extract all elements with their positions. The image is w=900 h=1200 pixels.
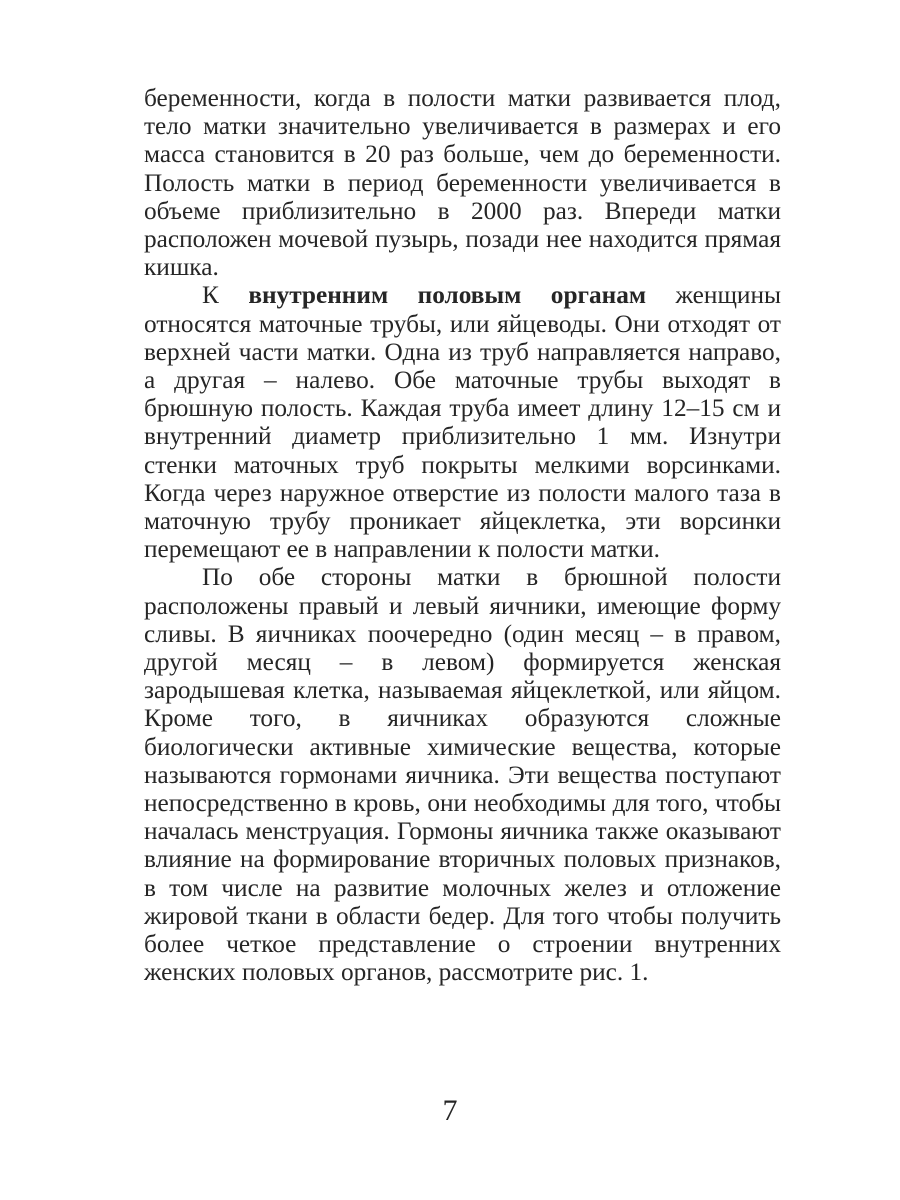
page-number: 7 (442, 1094, 458, 1127)
paragraph-ovaries (144, 563, 781, 986)
paragraph-internal-organs (144, 281, 781, 563)
paragraph-continuation (144, 84, 781, 281)
body-text (144, 84, 781, 987)
paragraph-text: беременности, когда в полости матки развивается плод, тело матки значительно увеличивается в размерах и его масса становится в 20 раз больше, чем до беременности. Полость матки в период беременности увеличивается в объеме приблизительно в 2000 раз. Впереди матки расположен мочевой пузырь, позади нее находится прямая кишка. (144, 84, 781, 282)
bold-term: внутренним половым органам (248, 281, 647, 310)
paragraph-lead: К (202, 281, 249, 310)
paragraph-text: женщины относятся маточные трубы, или яйцеводы. Они отходят от верхней части матки. Одна из труб направляется направо, а другая – налево. Обе маточные трубы выходят в брюшную полость. Каждая труба имеет длину 12–15 см и внутренний диаметр приблизительно 1 мм. Изнутри стенки маточных труб покрыты мелкими ворсинками. Когда через наружное отверстие из полости малого таза в маточную трубу проникает яйцеклетка, эти ворсинки перемещают ее в направлении к полости матки. (144, 281, 782, 564)
paragraph-text: По обе стороны матки в брюшной полости расположены правый и левый яичники, имеющие форму сливы. В яичниках поочередно (один месяц – в правом, другой месяц – в левом) формируется женская зародышевая клетка, называемая яйцеклеткой, или яйцом. Кроме того, в яичниках образуются сложные биологически активные химические вещества, которые называются гормонами яичника. Эти вещества поступают непосредственно в кровь, они необходимы для того, чтобы началась менструация. Гормоны яичника также оказывают влияние на формирование вторичных половых признаков, в том числе на развитие молочных желез и отложение жировой ткани в области бедер. Для того чтобы получить более четкое представление о строении внутренних женских половых органов, рассмотрите рис. 1. (144, 563, 781, 987)
